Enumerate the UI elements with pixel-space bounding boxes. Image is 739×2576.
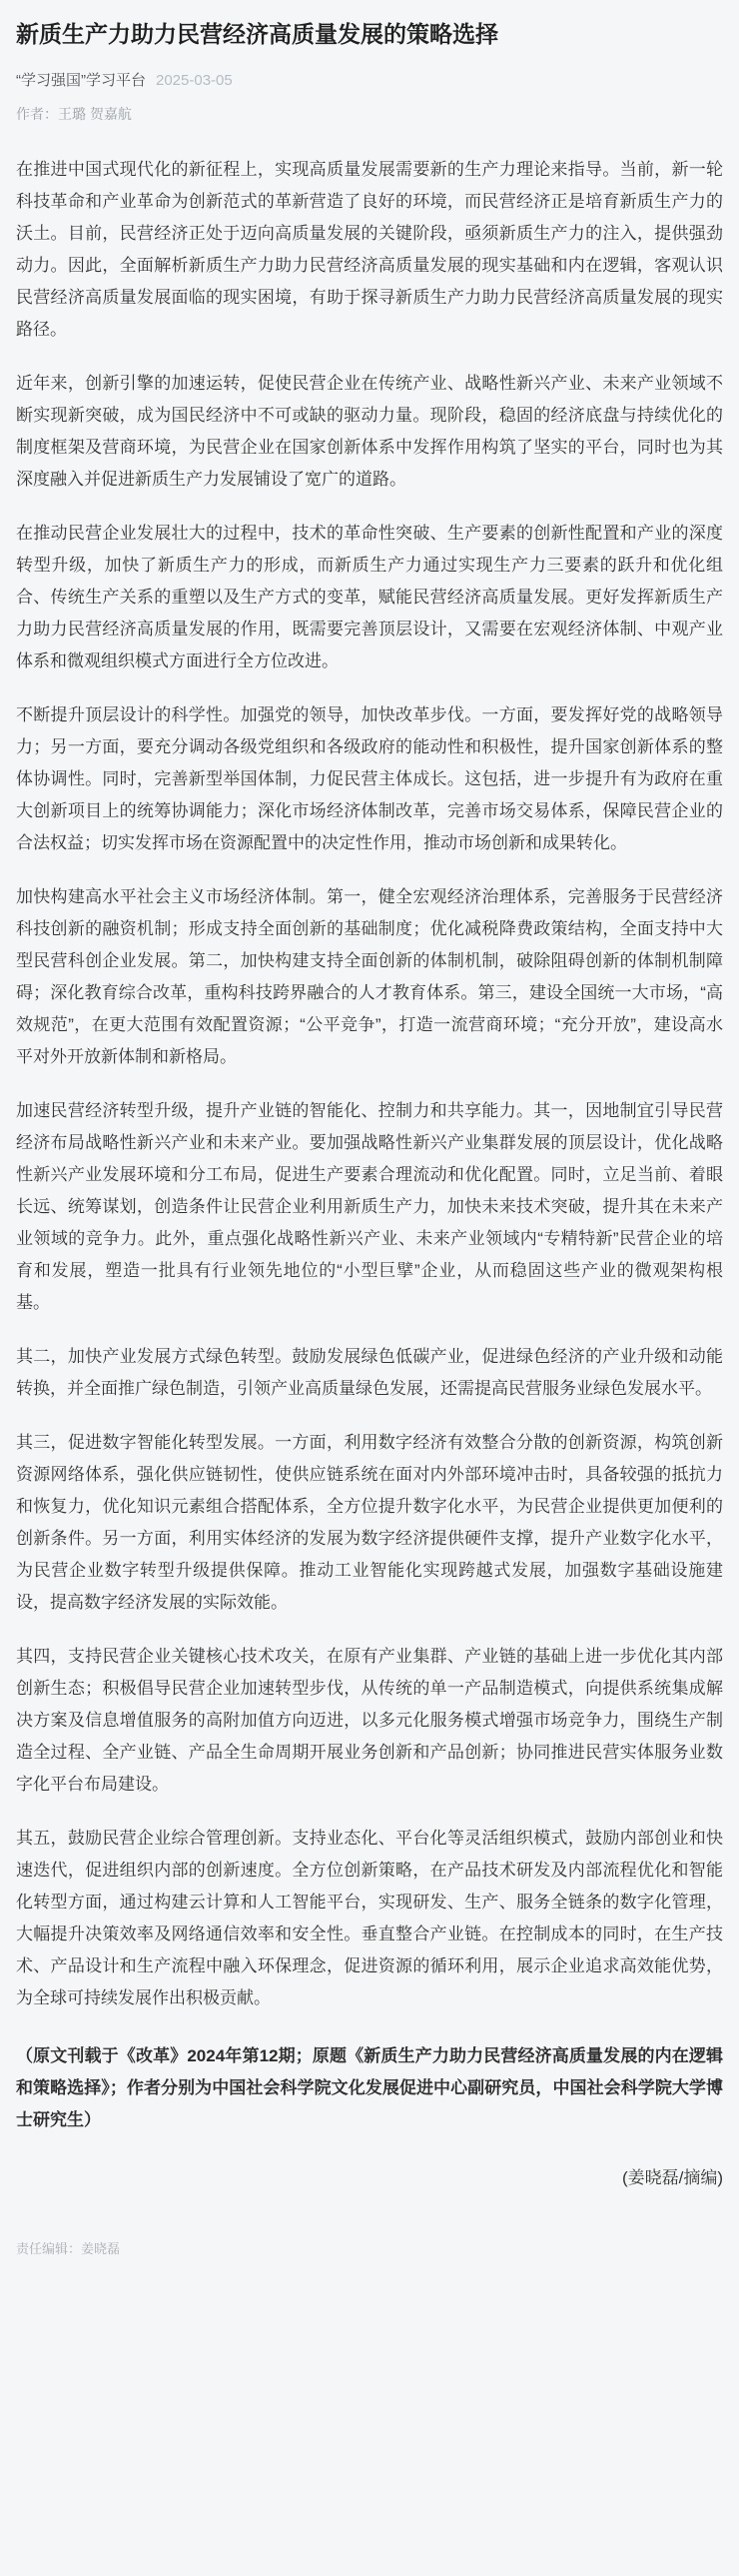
article-body: [16, 154, 723, 2194]
article-paragraph: 近年来，创新引擎的加速运转，促使民营企业在传统产业、战略性新兴产业、未来产业领域不断实现新突破，成为国民经济中不可或缺的驱动力量。现阶段，稳固的经济底盘与持续优化的制度框架及营商环境，为民营企业在国家创新体系中发挥作用构筑了坚实的平台，同时也为其深度融入并促进新质生产力发展铺设了宽广的道路。: [16, 374, 723, 490]
article-authors: 作者：王璐 贺嘉航: [16, 106, 132, 123]
article-date: 2025-03-05: [156, 72, 233, 90]
article-paragraph: 在推进中国式现代化的新征程上，实现高质量发展需要新的生产力理论来指导。当前，新一轮科技革命和产业革命为创新范式的革新营造了良好的环境，而民营经济正是培育新质生产力的沃土。目前，民营经济正处于迈向高质量发展的关键阶段，亟须新质生产力的注入，提供强劲动力。因此，全面解析新质生产力助力民营经济高质量发展的现实基础和内在逻辑，客观认识民营经济高质量发展面临的现实困境，有助于探寻新质生产力助力民营经济高质量发展的现实路径。: [16, 160, 723, 340]
article-paragraph: 其二，加快产业发展方式绿色转型。鼓励发展绿色低碳产业，促进绿色经济的产业升级和动能转换，并全面推广绿色制造，引领产业高质量绿色发展，还需提高民营服务业绿色发展水平。: [16, 1347, 723, 1399]
article-paragraph: 其四，支持民营企业关键核心技术攻关，在原有产业集群、产业链的基础上进一步优化其内部创新生态；积极倡导民营企业加速转型步伐，从传统的单一产品制造模式，向提供系统集成解决方案及信息增值服务的高附加值方向迈进，以多元化服务模式增强市场竞争力，围绕生产制造全过程、全产业链、产品全生命周期开展业务创新和产品创新；协同推进民营实体服务业数字化平台布局建设。: [16, 1647, 723, 1795]
page-title: 新质生产力助力民营经济高质量发展的策略选择: [16, 21, 498, 47]
article-meta: [16, 69, 723, 90]
article-source: “学习强国”学习平台: [16, 72, 146, 90]
article-attribution: (姜晓磊/摘编): [621, 2168, 723, 2188]
article-paragraph: 加速民营经济转型升级，提升产业链的智能化、控制力和共享能力。其一，因地制宜引导民营经济布局战略性新兴产业和未来产业。要加强战略性新兴产业集群发展的顶层设计，优化战略性新兴产业发展环境和分工布局，促进生产要素合理流动和优化配置。同时，立足当前、着眼长远、统筹谋划，创造条件让民营企业利用新质生产力，加快未来技术突破，提升其在未来产业领域的竞争力。此外，重点强化战略性新兴产业、未来产业领域内“专精特新”民营企业的培育和发展，塑造一批具有行业领先地位的“小型巨擘”企业，从而稳固这些产业的微观架构根基。: [16, 1101, 723, 1313]
article-citation-note: （原文刊载于《改革》2024年第12期；原题《新质生产力助力民营经济高质量发展的内在逻辑和策略选择》；作者分别为中国社会科学院文化发展促进中心副研究员，中国社会科学院大学博士研究生）: [16, 2046, 723, 2130]
article-paragraph: 加快构建高水平社会主义市场经济体制。第一，健全宏观经济治理体系，完善服务于民营经济科技创新的融资机制；形成支持全面创新的基础制度；优化减税降费政策结构，全面支持中大型民营科创企业发展。第二，加快构建支持全面创新的体制机制，破除阻碍创新的体制机制障碍；深化教育综合改革，重构科技跨界融合的人才教育体系。第三，建设全国统一大市场，“高效规范”，在更大范围有效配置资源；“公平竞争”，打造一流营商环境；“充分开放”，建设高水平对外开放新体制和新格局。: [16, 887, 723, 1067]
article-paragraph: 在推动民营企业发展壮大的过程中，技术的革命性突破、生产要素的创新性配置和产业的深度转型升级，加快了新质生产力的形成，而新质生产力通过实现生产力三要素的跃升和优化组合、传统生产关系的重塑以及生产方式的变革，赋能民营经济高质量发展。更好发挥新质生产力助力民营经济高质量发展的作用，既需要完善顶层设计，又需要在宏观经济体制、中观产业体系和微观组织模式方面进行全方位改进。: [16, 524, 723, 671]
article-paragraph: 其五，鼓励民营企业综合管理创新。支持业态化、平台化等灵活组织模式，鼓励内部创业和快速迭代，促进组织内部的创新速度。全方位创新策略，在产品技术研发及内部流程优化和智能化转型方面，通过构建云计算和人工智能平台，实现研发、生产、服务全链条的数字化管理，大幅提升决策效率及网络通信效率和安全性。垂直整合产业链。在控制成本的同时，在生产技术、产品设计和生产流程中融入环保理念，促进资源的循环利用，展示企业追求高效能优势，为全球可持续发展作出积极贡献。: [16, 1829, 723, 2008]
editor-credit: 责任编辑：姜晓磊: [16, 2241, 121, 2257]
article-paragraph: 不断提升顶层设计的科学性。加强党的领导，加快改革步伐。一方面，要发挥好党的战略领导力；另一方面，要充分调动各级党组织和各级政府的能动性和积极性，提升国家创新体系的整体协调性。同时，完善新型举国体制，力促民营主体成长。这包括，进一步提升有为政府在重大创新项目上的统筹协调能力；深化市场经济体制改革，完善市场交易体系，保障民营企业的合法权益；切实发挥市场在资源配置中的决定性作用，推动市场创新和成果转化。: [16, 705, 723, 853]
article-paragraph: 其三，促进数字智能化转型发展。一方面，利用数字经济有效整合分散的创新资源，构筑创新资源网络体系，强化供应链韧性，使供应链系统在面对内外部环境冲击时，具备较强的抵抗力和恢复力，优化知识元素组合搭配体系，全方位提升数字化水平，为民营企业提供更加便利的创新条件。另一方面，利用实体经济的发展为数字经济提供硬件支撑，提升产业数字化水平，为民营企业数字转型升级提供保障。推动工业智能化实现跨越式发展，加强数字基础设施建设，提高数字经济发展的实际效能。: [16, 1433, 723, 1613]
article-paragraphs: [16, 154, 723, 2014]
